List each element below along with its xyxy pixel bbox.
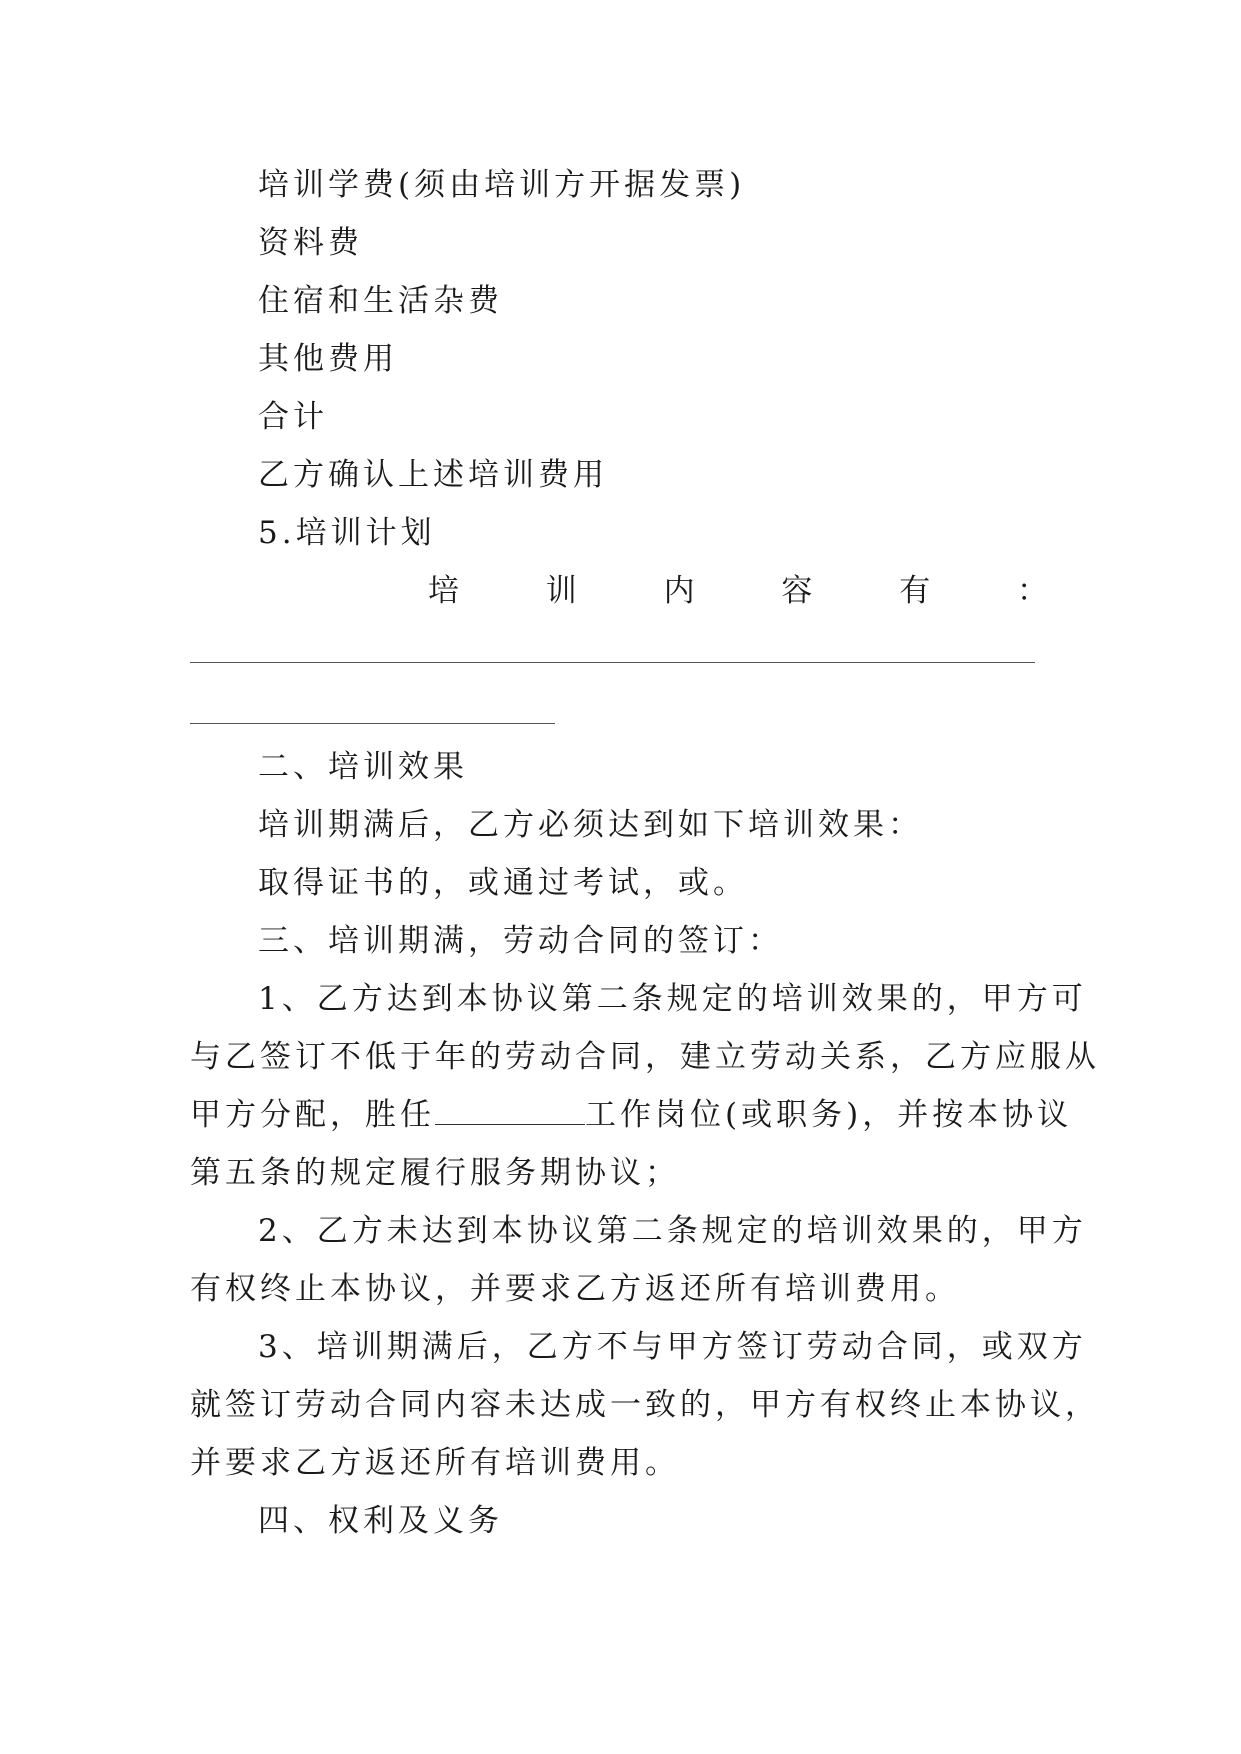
position-blank: [435, 1100, 585, 1125]
section-3-heading: 三、培训期满，劳动合同的签订：: [258, 923, 783, 959]
section-3-p1-line-3b: 工作岗位(或职务)，并按本协议: [585, 1097, 1073, 1133]
section-3-p3-line-1: 3、培训期满后，乙方不与甲方签订劳动合同，或双方: [258, 1329, 1087, 1365]
content-char: 培: [428, 573, 459, 609]
section-3-p2-line-1: 2、乙方未达到本协议第二条规定的培训效果的，甲方: [258, 1213, 1087, 1249]
content-char: 容: [781, 573, 813, 609]
fee-item-tuition: 培训学费(须由培训方开据发票): [258, 167, 746, 203]
fee-item-other: 其他费用: [258, 341, 398, 377]
content-char: 内: [663, 573, 695, 609]
content-char: ：: [1016, 573, 1048, 609]
section-3-p1-line-4: 第五条的规定履行服务期协议；: [190, 1155, 680, 1191]
fee-confirm-text: 乙方确认上述培训费用: [258, 457, 608, 493]
training-plan-heading: 5.培训计划: [258, 515, 436, 551]
section-3-p1-line-3: [190, 1097, 1073, 1133]
training-content-label: [428, 573, 1048, 609]
section-3-p1-line-1: 1、乙方达到本协议第二条规定的培训效果的，甲方可: [258, 981, 1087, 1017]
content-char: 有: [899, 573, 931, 609]
section-3-p3-line-2: 就签订劳动合同内容未达成一致的，甲方有权终止本协议，: [190, 1387, 1100, 1423]
section-3-p1-line-2: 与乙签订不低于年的劳动合同，建立劳动关系，乙方应服从: [190, 1039, 1100, 1075]
section-3-p1-line-3a: 甲方分配，胜任: [190, 1097, 435, 1133]
fill-in-line: [190, 662, 1035, 663]
fee-item-lodging: 住宿和生活杂费: [258, 283, 503, 319]
fee-item-materials: 资料费: [258, 225, 363, 261]
section-2-line-2: 取得证书的，或通过考试，或。: [258, 865, 748, 901]
section-3-p3-line-3: 并要求乙方返还所有培训费用。: [190, 1445, 680, 1481]
section-4-heading: 四、权利及义务: [258, 1503, 503, 1539]
content-char: 训: [545, 573, 577, 609]
fee-item-total: 合计: [258, 399, 328, 435]
section-2-line-1: 培训期满后，乙方必须达到如下培训效果：: [258, 807, 923, 843]
fill-in-line-short: [190, 723, 555, 724]
section-2-heading: 二、培训效果: [258, 749, 468, 785]
section-3-p2-line-2: 有权终止本协议，并要求乙方返还所有培训费用。: [190, 1271, 960, 1307]
